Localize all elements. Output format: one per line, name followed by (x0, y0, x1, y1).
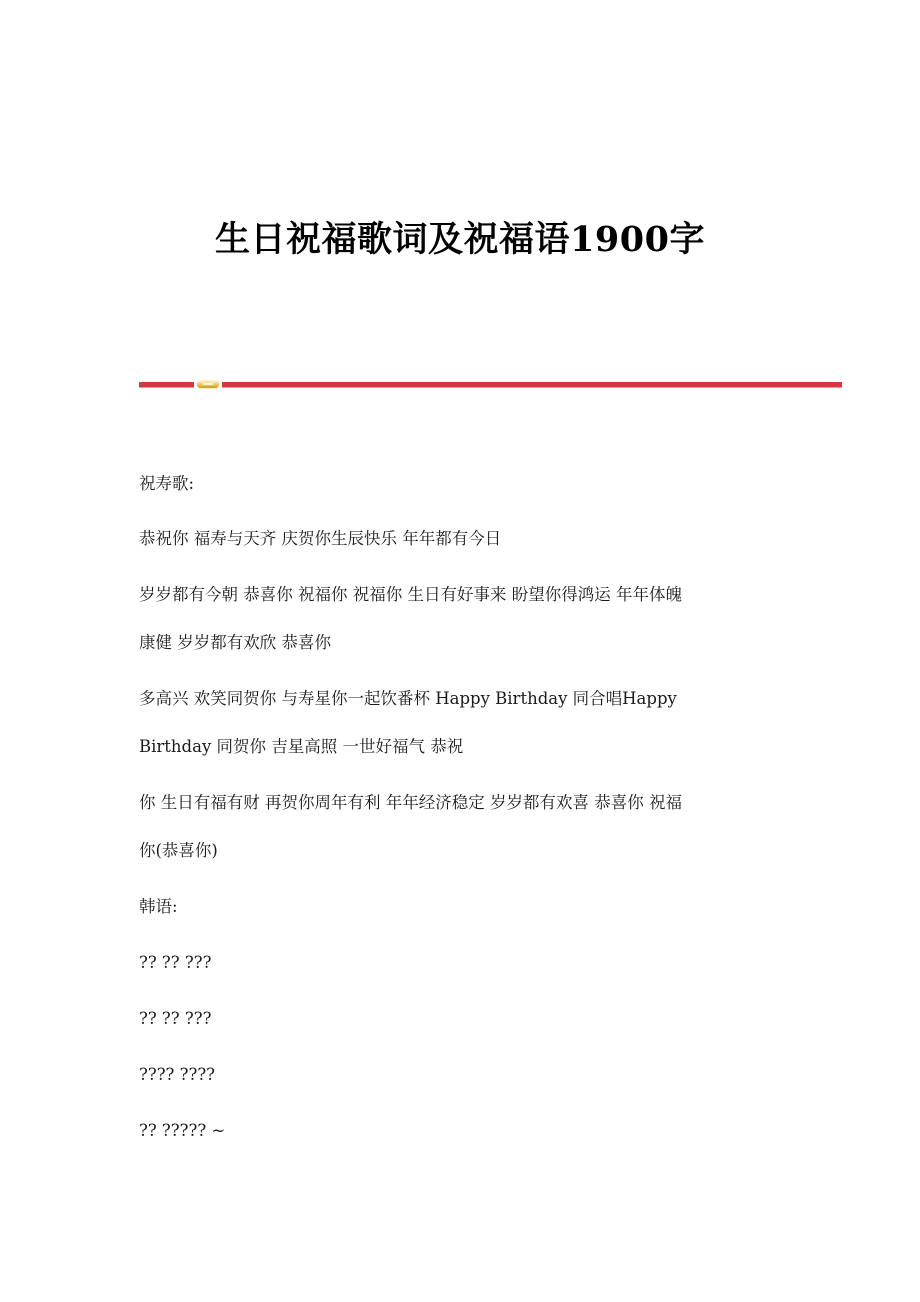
lyric-line: 多高兴 欢笑同贺你 与寿星你一起饮番杯 Happy Birthday 同合唱Happy (139, 689, 677, 708)
section-heading-birthday-song: 祝寿歌: (139, 474, 195, 493)
korean-line: ?? ?? ??? (139, 1009, 212, 1028)
lyric-line: 康健 岁岁都有欢欣 恭喜你 (139, 633, 331, 652)
lyric-line: Birthday 同贺你 吉星高照 一世好福气 恭祝 (139, 737, 464, 756)
korean-line: ???? ???? (139, 1065, 216, 1084)
korean-line: ?? ?? ??? (139, 953, 212, 972)
page-title: 生日祝福歌词及祝福语1900字 (215, 219, 705, 260)
lyric-line: 你 生日有福有财 再贺你周年有利 年年经济稳定 岁岁都有欢喜 恭喜你 祝福 (139, 793, 682, 812)
lyric-line: 你(恭喜你) (139, 841, 218, 860)
divider-ornament-icon (197, 381, 219, 388)
korean-line: ?? ????? ~ (139, 1121, 226, 1140)
lyric-line: 恭祝你 福寿与天齐 庆贺你生辰快乐 年年都有今日 (139, 529, 502, 548)
lyric-line: 岁岁都有今朝 恭喜你 祝福你 祝福你 生日有好事来 盼望你得鸿运 年年体魄 (139, 585, 682, 604)
title-divider (139, 380, 842, 388)
divider-left-segment (139, 382, 194, 388)
divider-right-segment (222, 382, 842, 388)
section-heading-korean: 韩语: (139, 897, 178, 916)
